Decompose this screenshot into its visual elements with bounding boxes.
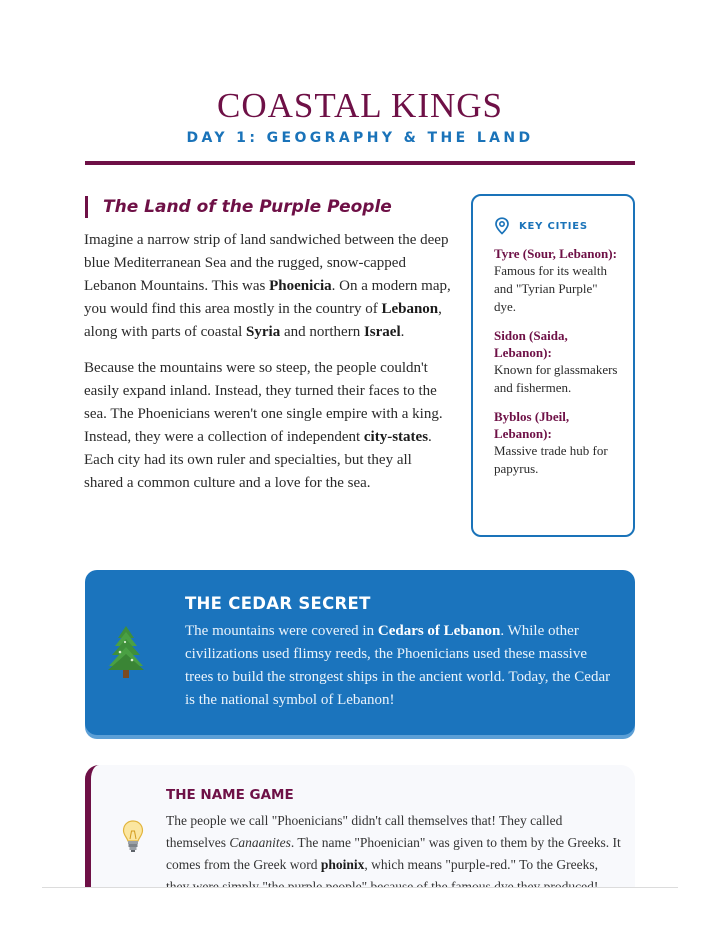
light-bulb-icon — [121, 819, 145, 855]
text-run: . Each city had its own ruler and specialties, but they all shared a common culture and a love for the sea. — [84, 429, 432, 491]
name-game-title: THE NAME GAME — [166, 787, 294, 803]
evergreen-tree-icon — [107, 624, 145, 680]
text-run: Imagine a narrow strip of land sandwiched between the deep blue Mediterranean Sea and the rugged, snow-capped Lebanon Mountains. This was — [84, 232, 449, 294]
paragraph-intro — [84, 229, 452, 344]
paragraph-city-states — [84, 357, 452, 495]
city-name: Tyre (Sour, Lebanon): — [494, 246, 617, 261]
city-entry — [494, 408, 619, 478]
map-pin-icon — [494, 217, 510, 235]
term-canaanites: Canaanites — [229, 835, 291, 850]
term-syria: Syria — [246, 324, 281, 340]
city-description: Massive trade hub for papyrus. — [494, 443, 608, 476]
term-phoinix: phoinix — [320, 857, 365, 872]
city-entry — [494, 245, 619, 316]
page-title: COASTAL KINGS — [217, 86, 503, 125]
page-subtitle: DAY 1: GEOGRAPHY & THE LAND — [186, 130, 534, 146]
city-description: Known for glassmakers and fishermen. — [494, 362, 618, 395]
name-game-text — [166, 810, 621, 898]
cedar-title: THE CEDAR SECRET — [185, 594, 371, 613]
text-run: , which means "purple-red." To the Greeks, — [364, 857, 598, 872]
term-city-states: city-states — [363, 429, 429, 445]
city-description: Famous for its wealth and "Tyrian Purple" dye. — [494, 263, 608, 314]
section-title: The Land of the Purple People — [103, 197, 392, 217]
text-run: . — [400, 324, 405, 340]
city-entry — [494, 327, 619, 397]
city-name: Byblos (Jbeil, Lebanon): — [494, 409, 570, 441]
text-run: Because the mountains were so steep, the people couldn't easily expand inland. Instead, they turned their faces to the sea. The Phoenicians weren't one single empire with a king. Instead, they were a collection of independent — [84, 360, 443, 445]
text-run: . On a modern map, you would find this area mostly in the country of — [84, 278, 451, 317]
text-run: . While other civilizations used flimsy reeds, the Phoenicians used these massive trees to build the strongest ships in the ancient world. Today, the Cedar is the national symbol of Lebanon! — [185, 623, 611, 708]
text-run: The people we call "Phoenicians" didn't call themselves that! They called themselves — [166, 813, 563, 850]
section-heading — [85, 196, 392, 218]
page-header — [85, 86, 635, 147]
key-cities-heading: KEY CITIES — [519, 220, 588, 232]
text-run: and northern — [280, 324, 364, 340]
city-name: Sidon (Saida, Lebanon): — [494, 328, 568, 360]
term-israel: Israel — [363, 324, 401, 340]
cedar-text — [185, 620, 615, 712]
text-run: . The name "Phoenician" was given to them by the Greeks. It comes from the Greek word — [166, 835, 621, 872]
header-divider — [85, 161, 635, 165]
main-article — [84, 229, 452, 508]
key-cities-header — [494, 217, 619, 235]
term-phoenicia: Phoenicia — [269, 278, 332, 294]
key-cities-box — [471, 194, 635, 537]
term-cedars: Cedars of Lebanon — [377, 623, 501, 639]
term-lebanon: Lebanon — [381, 301, 439, 317]
page-bottom-margin — [0, 888, 720, 932]
text-run: The mountains were covered in — [185, 623, 378, 639]
text-run: , along with parts of coastal — [84, 301, 442, 340]
cedar-secret-callout — [85, 570, 635, 735]
